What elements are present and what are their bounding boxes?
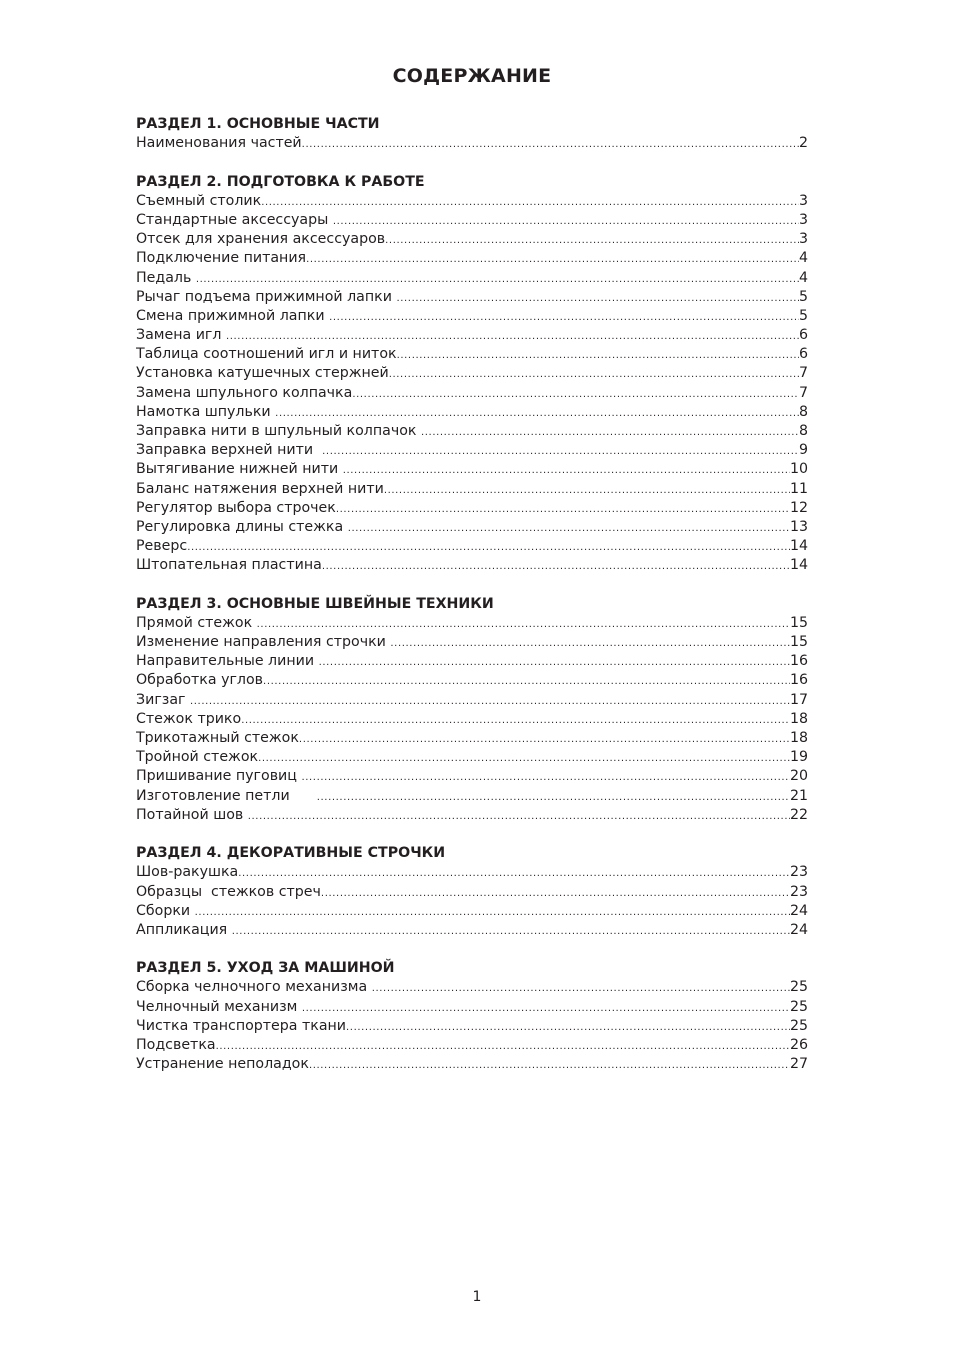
entry-title: Стандартные аксессуары xyxy=(136,211,333,228)
entry-title: Регулятор выбора строчек xyxy=(136,499,336,516)
entry-page-number: 3 xyxy=(798,231,808,248)
dot-leader xyxy=(389,365,799,383)
toc-entry[interactable] xyxy=(136,806,808,825)
toc-entry[interactable] xyxy=(136,403,808,422)
dot-leader xyxy=(329,308,799,326)
dot-leader xyxy=(352,385,799,403)
toc-section xyxy=(136,959,808,1074)
entry-page-number: 25 xyxy=(789,998,808,1015)
dot-leader xyxy=(322,442,799,460)
entry-page-number: 25 xyxy=(789,1017,808,1034)
toc-entry[interactable] xyxy=(136,767,808,786)
entry-title: Замена шпульного колпачка xyxy=(136,384,353,401)
toc-entry[interactable] xyxy=(136,460,808,479)
entry-title: Шов-ракушка xyxy=(136,864,239,881)
toc-entry[interactable] xyxy=(136,614,808,633)
toc-entry[interactable] xyxy=(136,1055,808,1074)
table-of-contents xyxy=(136,64,808,1094)
section-heading: РАЗДЕЛ 5. УХОД ЗА МАШИНОЙ xyxy=(136,960,395,977)
dot-leader xyxy=(302,999,790,1017)
entry-page-number: 3 xyxy=(798,211,808,228)
entry-title: Смена прижимной лапки xyxy=(136,307,330,324)
toc-entry[interactable] xyxy=(136,710,808,729)
dot-leader xyxy=(196,270,799,288)
entry-title: Штопательная пластина xyxy=(136,557,322,574)
toc-entry[interactable] xyxy=(136,230,808,249)
dot-leader xyxy=(372,979,790,997)
entry-title: Стежок трико xyxy=(136,710,242,727)
dot-leader xyxy=(384,481,790,499)
entry-page-number: 7 xyxy=(798,384,808,401)
dot-leader xyxy=(195,903,790,921)
dot-leader xyxy=(348,519,790,537)
entry-title: Съемный столик xyxy=(136,192,262,209)
dot-leader xyxy=(190,692,790,710)
entry-page-number: 24 xyxy=(789,921,808,938)
entry-title: Рычаг подъема прижимной лапки xyxy=(136,288,397,305)
entry-page-number: 6 xyxy=(798,346,808,363)
toc-entry[interactable] xyxy=(136,364,808,383)
toc-section xyxy=(136,173,808,576)
entry-page-number: 16 xyxy=(789,653,808,670)
toc-entry[interactable] xyxy=(136,537,808,556)
dot-leader xyxy=(309,1056,790,1074)
entry-page-number: 18 xyxy=(789,730,808,746)
entry-page-number: 10 xyxy=(789,461,808,478)
entry-page-number: 27 xyxy=(789,1056,808,1073)
entry-page-number: 23 xyxy=(789,883,808,900)
page-number: 1 xyxy=(472,1289,482,1305)
toc-entry[interactable] xyxy=(136,192,808,211)
toc-entry[interactable] xyxy=(136,998,808,1017)
entry-page-number: 18 xyxy=(789,710,808,727)
section-heading: РАЗДЕЛ 4. ДЕКОРАТИВНЫЕ СТРОЧКИ xyxy=(136,845,446,862)
dot-leader xyxy=(317,788,790,806)
toc-entry[interactable] xyxy=(136,883,808,902)
entry-title: Аппликация xyxy=(136,921,232,938)
entry-title: Потайной шов xyxy=(136,806,248,823)
dot-leader xyxy=(421,423,799,441)
entry-title: Изготовление петли xyxy=(136,787,317,804)
toc-section xyxy=(136,595,808,825)
entry-page-number: 15 xyxy=(789,634,808,651)
entry-page-number: 26 xyxy=(789,1037,808,1053)
dot-leader xyxy=(238,864,790,882)
dot-leader xyxy=(275,404,799,422)
entry-title: Зигзаг xyxy=(136,691,190,708)
entry-title: Таблица соотношений игл и ниток xyxy=(136,346,397,363)
toc-entry[interactable] xyxy=(136,211,808,230)
entry-page-number: 14 xyxy=(789,557,808,574)
dot-leader xyxy=(301,768,789,786)
entry-page-number: 20 xyxy=(789,768,808,785)
entry-page-number: 4 xyxy=(798,250,808,267)
entry-page-number: 25 xyxy=(789,979,808,996)
toc-entry[interactable] xyxy=(136,384,808,403)
toc-entry[interactable] xyxy=(136,345,808,364)
toc-entry[interactable] xyxy=(136,902,808,921)
entry-title: Регулировка длины стежка xyxy=(136,518,348,535)
dot-leader xyxy=(232,922,790,940)
dot-leader xyxy=(319,653,790,671)
dot-leader xyxy=(261,193,799,211)
dot-leader xyxy=(258,749,790,767)
dot-leader xyxy=(346,1018,790,1036)
entry-page-number: 3 xyxy=(798,192,808,209)
entry-page-number: 19 xyxy=(789,749,808,766)
entry-page-number: 15 xyxy=(789,614,808,631)
section-heading: РАЗДЕЛ 1. ОСНОВНЫЕ ЧАСТИ xyxy=(136,116,380,132)
toc-entry[interactable] xyxy=(136,633,808,652)
page-title: СОДЕРЖАНИЕ xyxy=(392,65,552,87)
entry-title: Изменение направления строчки xyxy=(136,634,391,651)
toc-entry[interactable] xyxy=(136,863,808,882)
entry-page-number: 2 xyxy=(798,135,808,152)
entry-page-number: 11 xyxy=(789,480,808,497)
dot-leader xyxy=(187,538,790,556)
dot-leader xyxy=(336,500,790,518)
toc-section xyxy=(136,115,808,153)
toc-entry[interactable] xyxy=(136,249,808,268)
entry-title: Установка катушечных стержней xyxy=(136,365,389,382)
entry-title: Педаль xyxy=(136,269,196,286)
section-heading: РАЗДЕЛ 2. ПОДГОТОВКА К РАБОТЕ xyxy=(136,173,425,190)
toc-entry[interactable] xyxy=(136,518,808,537)
toc-entry[interactable] xyxy=(136,671,808,690)
entry-page-number: 14 xyxy=(789,538,808,555)
dot-leader xyxy=(302,135,799,153)
dot-leader xyxy=(257,615,790,633)
dot-leader xyxy=(321,884,790,902)
entry-title: Направительные линии xyxy=(136,653,319,670)
toc-entry[interactable] xyxy=(136,269,808,288)
toc-entry[interactable] xyxy=(136,921,808,940)
dot-leader xyxy=(396,289,799,307)
toc-entry[interactable] xyxy=(136,326,808,345)
toc-entry[interactable] xyxy=(136,288,808,307)
dot-leader xyxy=(385,231,799,249)
toc-entry[interactable] xyxy=(136,441,808,460)
entry-page-number: 12 xyxy=(789,499,808,516)
entry-page-number: 16 xyxy=(789,672,808,689)
dot-leader xyxy=(226,327,799,345)
entry-page-number: 7 xyxy=(798,365,808,382)
entry-title: Устранение неполадок xyxy=(136,1056,309,1073)
dot-leader xyxy=(241,711,790,729)
dot-leader xyxy=(343,461,790,479)
dot-leader xyxy=(397,346,799,364)
entry-title: Подключение питания xyxy=(136,250,307,267)
entry-title: Намотка шпульки xyxy=(136,403,276,420)
entry-title: Вытягивание нижней нити xyxy=(136,461,343,478)
entry-page-number: 5 xyxy=(798,307,808,324)
section-heading: РАЗДЕЛ 3. ОСНОВНЫЕ ШВЕЙНЫЕ ТЕХНИКИ xyxy=(136,595,494,612)
dot-leader xyxy=(216,1037,790,1055)
entry-title: Прямой стежок xyxy=(136,614,257,631)
dot-leader xyxy=(263,672,790,690)
toc-entry[interactable] xyxy=(136,307,808,326)
dot-leader xyxy=(306,250,799,268)
entry-title: Заправка верхней нити xyxy=(136,442,323,459)
dot-leader xyxy=(248,807,790,825)
entry-title: Отсек для хранения аксессуаров xyxy=(136,231,386,248)
toc-sections xyxy=(136,115,808,1074)
toc-entry[interactable] xyxy=(136,691,808,710)
entry-title: Тройной стежок xyxy=(136,749,259,766)
entry-title: Баланс натяжения верхней нити xyxy=(136,480,384,497)
toc-entry[interactable] xyxy=(136,556,808,575)
toc-entry[interactable] xyxy=(136,1036,808,1055)
dot-leader xyxy=(322,557,790,575)
entry-page-number: 23 xyxy=(789,864,808,881)
toc-entry[interactable] xyxy=(136,1017,808,1036)
entry-page-number: 13 xyxy=(789,518,808,535)
toc-entry[interactable] xyxy=(136,729,808,748)
entry-page-number: 5 xyxy=(798,288,808,305)
entry-title: Трикотажный стежок xyxy=(136,730,299,746)
toc-entry[interactable] xyxy=(136,499,808,518)
entry-page-number: 8 xyxy=(798,423,808,439)
toc-entry[interactable] xyxy=(136,787,808,806)
entry-title: Чистка транспортера ткани xyxy=(136,1017,347,1034)
entry-title: Челночный механизм xyxy=(136,998,302,1015)
toc-entry[interactable] xyxy=(136,134,808,153)
toc-entry[interactable] xyxy=(136,422,808,441)
entry-page-number: 24 xyxy=(789,902,808,919)
entry-title: Подсветка xyxy=(136,1037,216,1053)
entry-title: Наименования частей xyxy=(136,135,302,152)
toc-entry[interactable] xyxy=(136,480,808,499)
toc-entry[interactable] xyxy=(136,978,808,997)
entry-page-number: 6 xyxy=(798,327,808,344)
entry-page-number: 21 xyxy=(789,787,808,804)
entry-page-number: 4 xyxy=(798,269,808,286)
entry-title: Замена игл xyxy=(136,327,226,344)
dot-leader xyxy=(333,212,799,230)
toc-section xyxy=(136,844,808,940)
entry-title: Сборка челночного механизма xyxy=(136,979,372,996)
toc-entry[interactable] xyxy=(136,748,808,767)
entry-page-number: 8 xyxy=(798,403,808,420)
entry-title: Пришивание пуговиц xyxy=(136,768,302,785)
dot-leader xyxy=(390,634,790,652)
entry-page-number: 9 xyxy=(798,442,808,459)
entry-title: Образцы стежков стреч xyxy=(136,883,321,900)
entry-title: Реверс xyxy=(136,538,188,555)
entry-page-number: 22 xyxy=(789,806,808,823)
dot-leader xyxy=(299,730,790,748)
toc-entry[interactable] xyxy=(136,652,808,671)
entry-page-number: 17 xyxy=(789,691,808,708)
entry-title: Сборки xyxy=(136,902,195,919)
entry-title: Заправка нити в шпульный колпачок xyxy=(136,423,421,439)
entry-title: Обработка углов xyxy=(136,672,264,689)
